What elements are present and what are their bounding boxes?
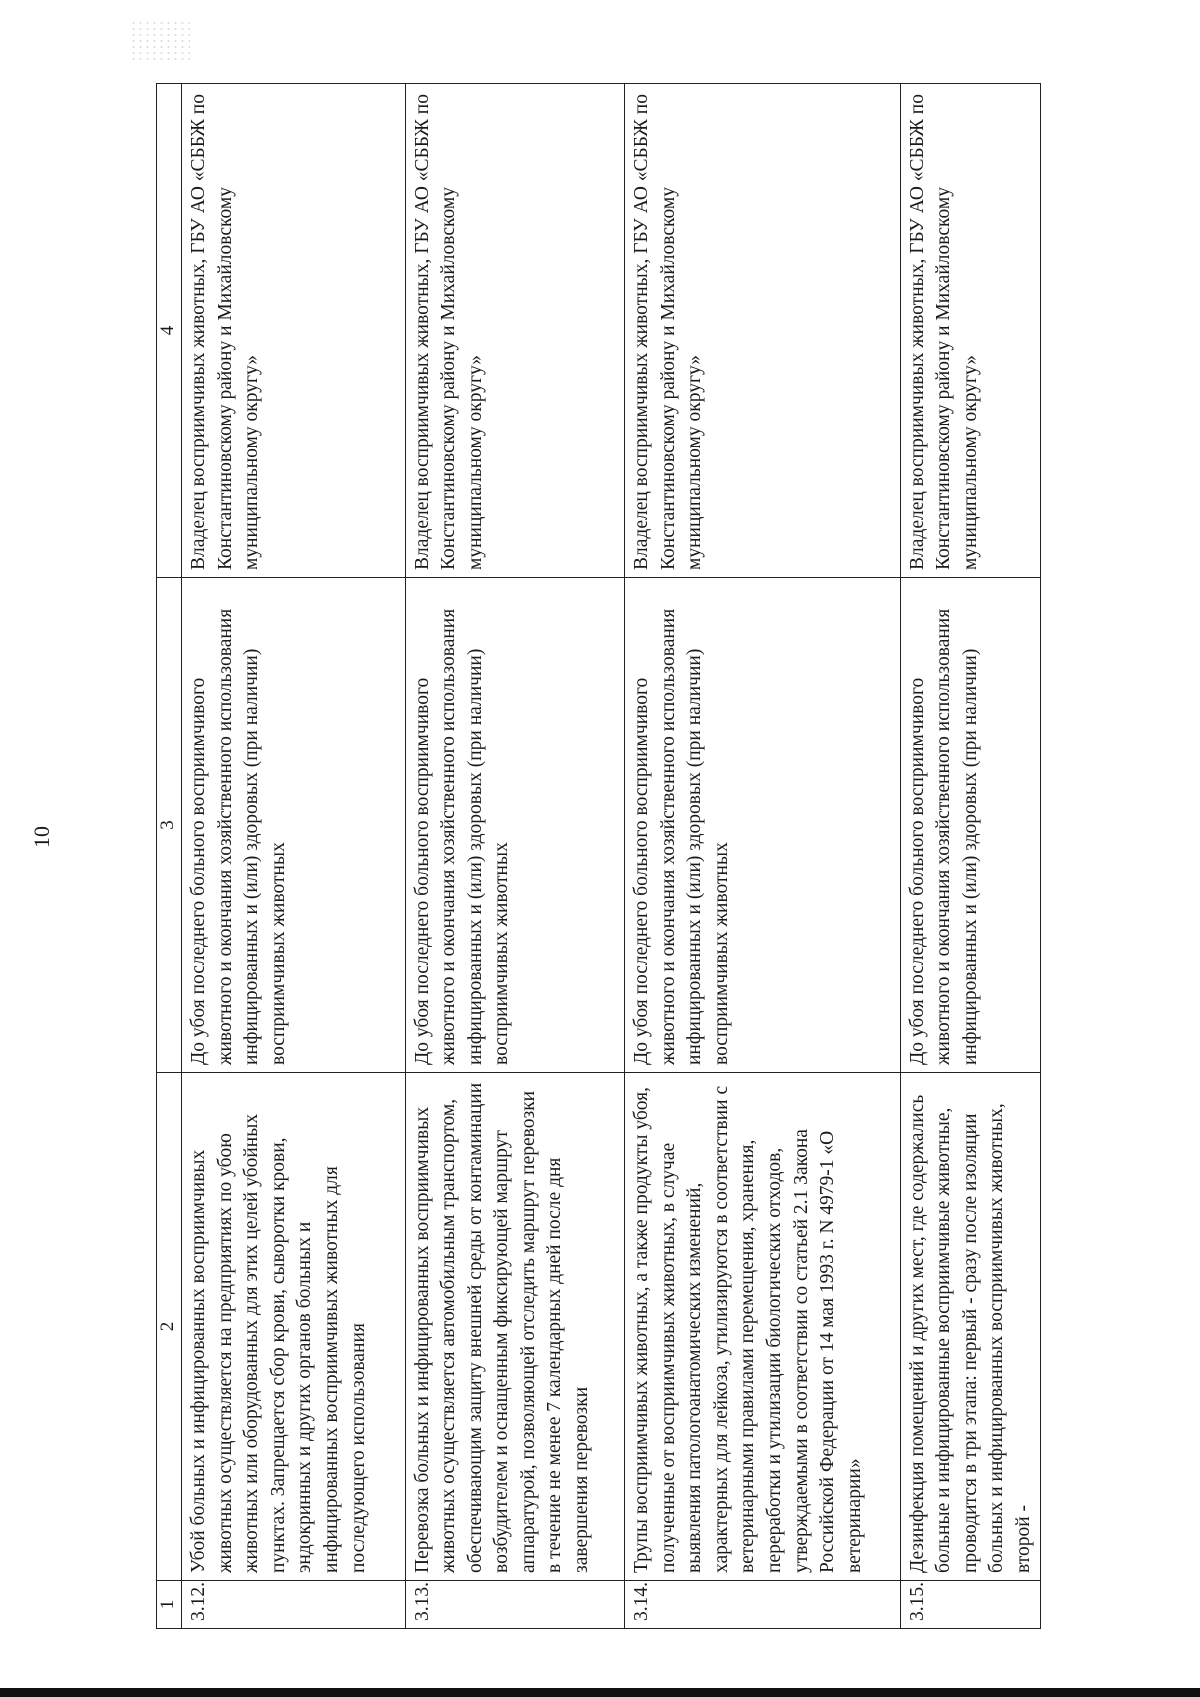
table-header-row: [157, 84, 182, 1629]
column-header-term: 3: [157, 578, 182, 1073]
measures-table: [156, 83, 1041, 1629]
measure-text: Убой больных и инфицированных восприимчивых животных осуществляется на предприятиях по убою животных или оборудованных для этих целей убойных пунктах. Запрещается сбор крови, сыворотки крови, эндокринных и других органов больных и инфицированных восприимчивых животных для последующего использования: [182, 1073, 406, 1581]
measure-text: Дезинфекция помещений и других мест, где содержались больные и инфицированные восприимчивые животные, проводится в три этапа: первый - сразу после изоляции больных и инфицированных восприимчивых животных, второй -: [900, 1073, 1040, 1581]
term-text: До убоя последнего больного восприимчивого животного и окончания хозяйственного использования инфицированных и (или) здоровых (при наличии): [900, 578, 1040, 1073]
term-text: До убоя последнего больного восприимчивого животного и окончания хозяйственного использования инфицированных и (или) здоровых (при наличии) восприимчивых животных: [182, 578, 406, 1073]
responsible-text: Владелец восприимчивых животных, ГБУ АО «СББЖ по Константиновскому району и Михайловскому муниципальному округу»: [900, 84, 1040, 578]
column-header-number: 1: [157, 1581, 182, 1629]
rotated-page-content: [156, 84, 1041, 1629]
table-row: [900, 84, 1040, 1629]
term-text: До убоя последнего больного восприимчивого животного и окончания хозяйственного использования инфицированных и (или) здоровых (при наличии) восприимчивых животных: [625, 578, 901, 1073]
column-header-responsible: 4: [157, 84, 182, 578]
responsible-text: Владелец восприимчивых животных, ГБУ АО «СББЖ по Константиновскому району и Михайловскому муниципальному округу»: [625, 84, 901, 578]
row-number: 3.12.: [182, 1581, 406, 1629]
table-row: [405, 84, 625, 1629]
row-number: 3.15.: [900, 1581, 1040, 1629]
responsible-text: Владелец восприимчивых животных, ГБУ АО «СББЖ по Константиновскому району и Михайловскому муниципальному округу»: [182, 84, 406, 578]
page-number: 10: [29, 826, 54, 848]
table-row: [182, 84, 406, 1629]
column-header-measure: 2: [157, 1073, 182, 1581]
measure-text: Трупы восприимчивых животных, а также продукты убоя, полученные от восприимчивых животных, в случае выявления патологоанатомических изменений, характерных для лейкоза, утилизируются в соответствии с ветеринарными правилами перемещения, хранения, переработки и утилизации биологических отходов, утверждаемыми в соответствии со статьей 2.1 Закона Российской Федерации от 14 мая 1993 г. N 4979-1 «О ветеринарии»: [625, 1073, 901, 1581]
term-text: До убоя последнего больного восприимчивого животного и окончания хозяйственного использования инфицированных и (или) здоровых (при наличии) восприимчивых животных: [405, 578, 625, 1073]
scan-bottom-edge: [0, 1688, 1200, 1697]
responsible-text: Владелец восприимчивых животных, ГБУ АО «СББЖ по Константиновскому району и Михайловскому муниципальному округу»: [405, 84, 625, 578]
row-number: 3.13.: [405, 1581, 625, 1629]
row-number: 3.14.: [625, 1581, 901, 1629]
measure-text: Перевозка больных и инфицированных восприимчивых животных осуществляется автомобильным транспортом, обеспечивающим защиту внешней среды от контаминации возбудителем и оснащенным фиксирующей маршрут аппаратурой, позволяющей отследить маршрут перевозки в течение не менее 7 календарных дней после дня завершения перевозки: [405, 1073, 625, 1581]
scan-noise: [130, 20, 190, 60]
table-row: [625, 84, 901, 1629]
